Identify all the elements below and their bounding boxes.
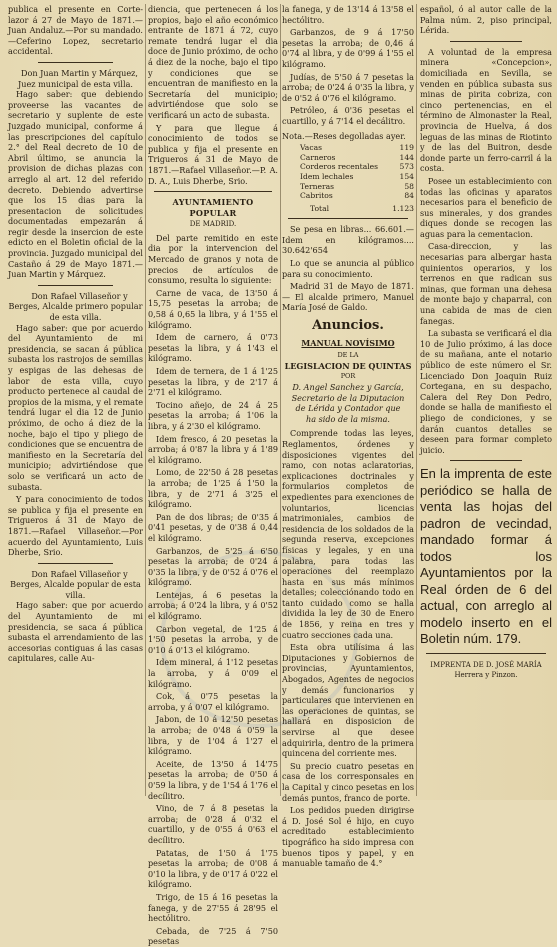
slaughter-value: 84 xyxy=(404,191,414,201)
price-item: Garbanzos, de 5'25 á 6'50 pesetas la arroba; de 0'24 á 0'35 la libra, y de 0'52 á 0'76 el kilógramo. xyxy=(148,545,278,588)
slaughter-label: Vacas xyxy=(300,143,322,153)
slaughter-value: 144 xyxy=(399,152,414,162)
ad-body: Su precio cuatro pesetas en casa de los corresponsales en la Capital y cinco pesetas en los demás puntos, franco de porte. xyxy=(282,760,414,803)
notice-body: diencia, que pertenecen á los propios, bajo el año económico entrante de 1871 á 72, cuyo remate tendrá lugar el dia doce de Junio próximo, de ocho á diez de la noche, bajo el tipo y condiciones que se encuentran de manifiesto en la Secretaría del municipio; advirtiéndose que solo se verificará un acto de subasta. xyxy=(148,4,278,120)
slaughter-label: Terneras xyxy=(300,181,335,191)
price-item: Cok, á 0'75 pesetas la arroba, y á 0'07 el kilógramo. xyxy=(148,691,278,712)
price-item: Idem de carnero, á 0'73 pesetas la libra, y á 1'43 el kilógramo. xyxy=(148,332,278,364)
notice-heading: Don Rafael Villaseñor y Berges, Alcalde primero popular de esta villa. xyxy=(8,290,143,323)
notice-body: Hago saber: que debiendo proveerse las vacantes de secretario y suplente de este Juzgado municipal, conforme á las prescripciones del capítulo 2.° del Real decreto de 10 de Abril último, se anuncia la provision de dichas plazas con arreglo al art. 12 del referido decreto. Debiendo advertirse que los 15 dias para la presentacion de solicitudes documentadas empezarán á regir desde la insercion de este edicto en el Boletin oficial de la provincia. Juzgado municipal del Castaño á 29 de Mayo 1871.—Juan Martin y Márquez. xyxy=(8,89,143,280)
price-item: la fanega, y de 13'14 á 13'58 el hectólitro. xyxy=(282,4,414,25)
total-value: 1.123 xyxy=(392,203,414,213)
separator xyxy=(38,62,113,63)
slaughter-row xyxy=(282,153,414,163)
manual-title: MANUAL NOVÍSIMO xyxy=(301,337,395,348)
column-3 xyxy=(282,4,414,869)
total-label: Total xyxy=(310,203,330,213)
column-4 xyxy=(420,4,552,796)
notice-signature: Madrid 31 de Mayo de 1871.— El alcalde primero, Manuel María José de Galdo. xyxy=(282,281,414,313)
price-item: Cebada, de 7'25 á 7'50 pesetas xyxy=(148,925,278,947)
slaughter-row xyxy=(282,191,414,201)
mine-ad-body: La subasta se verificará el dia 10 de Julio próximo, á las doce de su mañana, ante el notario público de este número el Sr. Licenciado Don Joaquin Ruiz Cortegana, en su despacho, Calera del Rey Don Pedro, donde se halla de manifiesto el pliego de condiciones, y se darán cuantos detalles se deseen para formar completo juicio. xyxy=(420,328,552,455)
column-rule xyxy=(145,4,146,796)
notice-body: Y para conocimiento de todos se publica y fija el presente en Trigueros á 31 de Mayo de 1871.—Rafael Villaseñor.—Por acuerdo del Ayuntamiento, Luis Dherbe, Srio. xyxy=(8,494,143,558)
separator xyxy=(450,41,522,42)
mine-ad-body: Casa-direccion, y las necesarias para albergar hasta quinientos operarios, y los terrenos en que radican sus minas, que forman una dehesa de monte bajo y chaparral, con una cabida de mas de cien fanegas. xyxy=(420,241,552,326)
slaughter-label: Carneros xyxy=(300,152,336,162)
price-item: Lomo, de 22'50 á 28 pesetas la arroba; de 1'25 á 1'50 la libra, y de 2'71 á 3'25 el kilógramo. xyxy=(148,467,278,510)
price-item: Idem fresco, á 20 pesetas la arroba; á 0'87 la libra y á 1'89 el kilógramo. xyxy=(148,433,278,465)
slaughter-table xyxy=(282,143,414,201)
anuncios-heading: Anuncios. xyxy=(312,318,384,334)
price-item: Carne de vaca, de 13'50 á 15,75 pesetas la arroba; de 0,58 á 0,65 la libra, y á 1'55 el kilógramo. xyxy=(148,287,278,330)
slaughter-total xyxy=(282,204,414,214)
column-1 xyxy=(8,4,143,796)
mine-ad-body: Posee un establecimiento con todas las oficinas y aparatos necesarios para el beneficio de sus minerales, y dos grandes diques donde se recogen las aguas para la cementacion. xyxy=(420,175,552,239)
price-item: Aceite, de 13'50 á 14'75 pesetas la arroba; de 0'50 á 0'59 la libra, y de 1'54 á 1'76 el decílitro. xyxy=(148,758,278,801)
separator xyxy=(288,218,408,219)
slaughter-value: 573 xyxy=(399,162,414,172)
column-rule xyxy=(280,4,281,796)
slaughter-value: 58 xyxy=(404,181,414,191)
slaughter-row xyxy=(282,162,414,172)
section-subheading: DE MADRID. xyxy=(189,220,237,229)
notice-body: Hago saber: que por acuerdo del Ayuntamiento de mi presidencia, se sacan á pública subasta los rastrojos de semillas y espigas de las dehesas de labor de esta villa, cuyo producto pertenece al caudal de propios de la misma, y el remate tendrá lugar el dia 12 de Junio próximo, de ocho á diez de la noche, bajo el tipo y pliego de condiciones que se encuentra de manifiesto en la Secretaría del municipio; advirtiéndose que solo se verificará un acto de subasta. xyxy=(8,322,143,492)
manual-subtitle: LEGISLACION DE QUINTAS xyxy=(284,360,412,371)
manual-de: DE LA xyxy=(337,351,359,360)
price-item: Lentejas, á 6 pesetas la arroba; á 0'24 la libra, y á 0'52 el kilógramo. xyxy=(148,589,278,622)
separator xyxy=(154,191,272,192)
manual-por: POR xyxy=(340,372,356,381)
price-item: Jabon, de 10 á 12'50 pesetas la arroba; de 0'48 á 0'59 la libra, y de 1'04 á 1'27 el kilógramo. xyxy=(148,714,278,757)
slaughter-row xyxy=(282,143,414,153)
notice-heading: Don Juan Martin y Márquez, Juez municipal de esta villa. xyxy=(18,67,138,89)
ad-body: español, ó al autor calle de la Palma núm. 2, piso principal, Lérida. xyxy=(420,4,552,36)
column-2 xyxy=(148,4,278,947)
ad-body: Esta obra utilísima á las Diputaciones y Gobiernos de provincias, Ayuntamientos, Abogados, Agentes de negocios y demás funcionarios y particulares que intervienen en las operaciones de quintas, se hallará en disposicion de servirse al que desee adquirirla, dentro de la primera quincena del corriente mes. xyxy=(282,642,414,759)
notice-body: Y para que llegue á conocimiento de todos se publica y fija el presente en Trigueros á 31 de Mayo de 1871.—Rafael Villaseñor.—P. A. D. A., Luis Dherbe, Srio. xyxy=(148,122,278,186)
price-item: Idem de ternera, de 1 á 1'25 pesetas la libra, y de 2'17 á 2'71 el kilógramo. xyxy=(148,366,278,398)
weight-summary: Se pesa en libras... 66.601.— Idem en kilógramos.... 30.642'654 xyxy=(282,224,414,256)
slaughter-label: Idem lechales xyxy=(300,171,354,181)
price-item: Patatas, de 1'50 á 1'75 pesetas la arroba; de 0'08 á 0'10 la libra, y de 0'17 á 0'22 el kilógramo. xyxy=(148,847,278,890)
price-item: Vino, de 7 á 8 pesetas la arroba; de 0'28 á 0'32 el cuartillo, y de 0'55 á 0'63 el decílitro. xyxy=(148,803,278,845)
price-item: Petróleo, á 0'36 pesetas el cuartillo, y á 7'14 el decálitro. xyxy=(282,105,414,126)
notice-body: Hago saber: que por acuerdo del Ayuntamiento de mi presidencia, se saca á pública subasta el arrendamiento de las accesorias contiguas á las casas capitulares, calle Au- xyxy=(8,600,143,664)
notice-body: Lo que se anuncia al público para su conocimiento. xyxy=(282,258,414,279)
slaughter-table-title: Nota.—Reses degolladas ayer. xyxy=(282,130,406,141)
price-item: Trigo, de 15 á 16 pesetas la fanega, y de 27'55 á 28'95 el hectólitro. xyxy=(148,891,278,924)
slaughter-row xyxy=(282,182,414,192)
slaughter-row xyxy=(282,172,414,182)
price-item: Garbanzos, de 9 á 17'50 pesetas la arroba; de 0,46 á 0'74 al libra, y de 0'99 á 1'55 el kilógramo. xyxy=(282,27,414,69)
column-rule xyxy=(416,4,417,796)
market-intro: Del parte remitido en este dia por la intervencion del Mercado de granos y nota de precios de artículos de consumo, resulta lo siguiente: xyxy=(148,232,278,286)
mine-ad-body: A voluntad de la empresa minera «Concepcion», domiciliada en Sevilla, se venden en pública subasta sus minas de pirita cobriza, con cinco pertenencias, en el término de Almonaster la Real, provincia de Huelva, á dos leguas de las minas de Riotinto y de las del Buitron, desde donde parte un ferro-carril á la costa. xyxy=(420,46,552,174)
price-item: Tocino añejo, de 24 á 25 pesetas la arroba; á 1'06 la libra, y á 2'30 el kilógramo. xyxy=(148,399,278,431)
slaughter-value: 119 xyxy=(399,143,414,153)
ad-body: Comprende todas las leyes, Reglamentos, órdenes y disposiciones vigentes del ramo, con notas aclaratorias, explicaciones doctrinales y formularios completos de expedientes para exenciones de voluntarios, licencias matrimoniales, cambios de residencia de los soldados de la segunda reserva, excepciones físicas y legales, y en una palabra, para todas las operaciones del reemplazo hasta en sus más mínimos detalles; colecciónando todo en tanto cuidado como se halla dividida la ley de 30 de Enero de 1856, y reina en tres y cuatro secciones cada una. xyxy=(282,428,414,640)
separator xyxy=(426,653,546,654)
separator xyxy=(450,460,522,461)
manual-author: D. Angel Sanchez y García, xyxy=(292,382,404,392)
slaughter-label: Corderos recentales xyxy=(300,162,379,172)
slaughter-value: 154 xyxy=(399,171,414,181)
notice-heading: Don Rafael Villaseñor y Berges, Alcalde popular de esta villa. xyxy=(10,568,141,600)
slaughter-label: Cabritos xyxy=(300,191,333,201)
price-item: Carbon vegetal, de 1'25 á 1'50 pesetas la arroba, y de 0'10 á 0'13 el kilógramo. xyxy=(148,623,278,655)
price-item: Pan de dos libras; de 0'35 á 0'41 pesetas, y de 0'38 á 0,44 el kilógramo. xyxy=(148,511,278,543)
separator xyxy=(38,285,113,286)
manual-author-role: Secretario de la Diputacion de Lérida y Contador que ha sido de la misma. xyxy=(291,392,405,424)
separator xyxy=(38,563,113,564)
imprenta-advert: En la imprenta de este periódico se halla de venta las hojas del padron de vecindad, mandado formar á todos los Ayuntamientos por la Real órden de 6 del actual, con arreglo al modelo inserto en el Boletin núm. 179. xyxy=(420,466,552,647)
printer-imprint: IMPRENTA DE D. JOSÉ MARÍA Herrera y Pinzon. xyxy=(430,660,542,680)
price-item: Idem mineral, á 1'12 pesetas la arroba, y á 0'09 el kilógramo. xyxy=(148,657,278,689)
notice-ending: publica el presente en Corte-lazor á 27 de Mayo de 1871.—Juan Andaluz.—Por su mandado.—Ceferino Lopez, secretario accidental. xyxy=(8,4,143,57)
price-item: Judías, de 5'50 á 7 pesetas la arroba; de 0'24 á 0'35 la libra, y de 0'52 á 0'76 el kilógramo. xyxy=(282,71,414,103)
section-heading: AYUNTAMIENTO POPULAR xyxy=(172,197,254,218)
ad-body: Los pedidos pueden dirigirse á D. José Sol é hijo, en cuyo acreditado establecimiento tipográfico ha sido impresa con buenos tipos y papel, y en manuable tamaño de 4.° xyxy=(282,805,414,869)
